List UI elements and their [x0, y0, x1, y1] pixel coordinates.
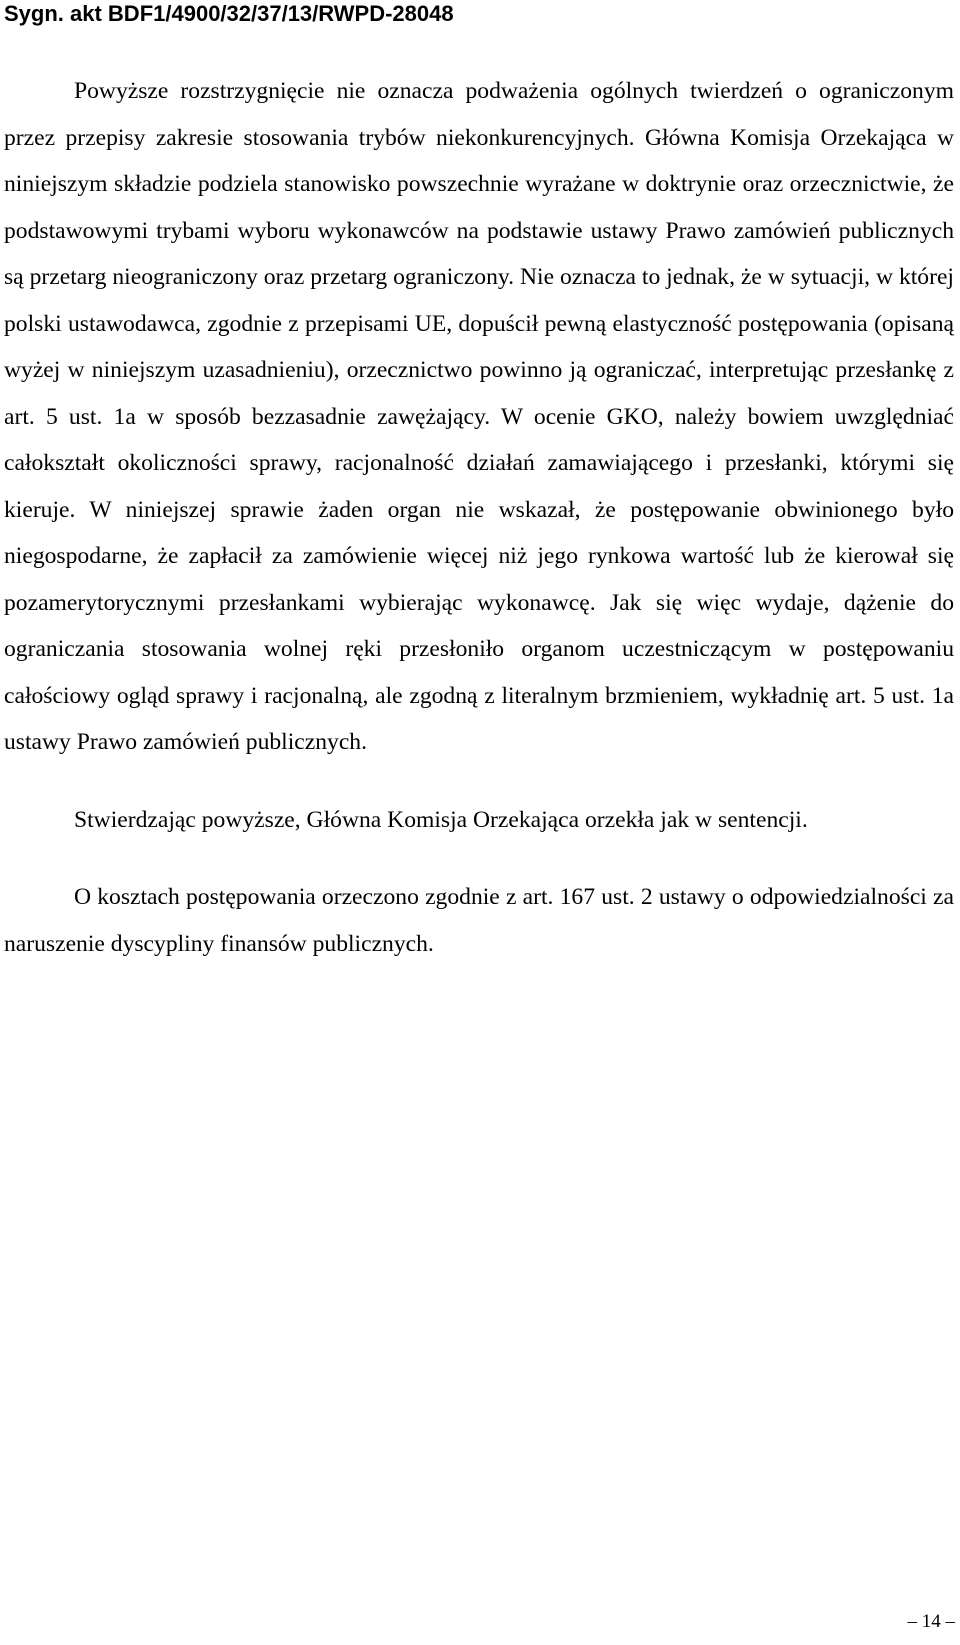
case-signature: Sygn. akt BDF1/4900/32/37/13/RWPD-28048 [4, 1, 454, 26]
document-body [4, 68, 954, 967]
paragraph-costs: O kosztach postępowania orzeczono zgodnie z art. 167 ust. 2 ustawy o odpowiedzialności za naruszenie dyscypliny finansów publicznych. [4, 884, 954, 957]
paragraph-justification: Powyższe rozstrzygnięcie nie oznacza podważenia ogólnych twierdzeń o ograniczonym przez przepisy zakresie stosowania trybów niekonkurencyjnych. Główna Komisja Orzekająca w niniejszym składzie podziela stanowisko powszechnie wyrażane w doktrynie oraz orzecznictwie, że podstawowymi trybami wyboru wykonawców na podstawie ustawy Prawo zamówień publicznych są przetarg nieograniczony oraz przetarg ograniczony. Nie oznacza to jednak, że w sytuacji, w której polski ustawodawca, zgodnie z przepisami UE, dopuścił pewną elastyczność postępowania (opisaną wyżej w niniejszym uzasadnieniu), orzecznictwo powinno ją ograniczać, interpretując przesłankę z art. 5 ust. 1a w sposób bezzasadnie zawężający. W ocenie GKO, należy bowiem uwzględniać całokształt okoliczności sprawy, racjonalność działań zamawiającego i przesłanki, którymi się kieruje. W niniejszej sprawie żaden organ nie wskazał, że postępowanie obwinionego było niegospodarne, że zapłacił za zamówienie więcej niż jego rynkowa wartość lub że kierował się pozamerytorycznymi przesłankami wybierając wykonawcę. Jak się więc wydaje, dążenie do ograniczania stosowania wolnej ręki przesłoniło organom uczestniczącym w postępowaniu całościowy ogląd sprawy i racjonalną, ale zgodną z literalnym brzmieniem, wykładnię art. 5 ust. 1a ustawy Prawo zamówień publicznych. [4, 78, 954, 755]
page-number: – 14 – [907, 1611, 955, 1632]
paragraph-conclusion: Stwierdzając powyższe, Główna Komisja Orzekająca orzekła jak w sentencji. [74, 806, 808, 833]
page-footer [0, 1610, 955, 1634]
